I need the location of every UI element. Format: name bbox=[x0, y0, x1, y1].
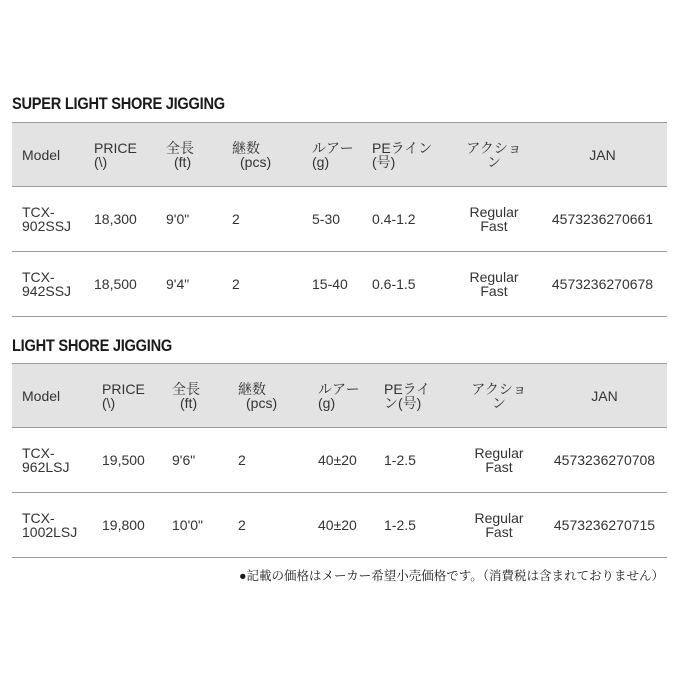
cell-price: 19,800 bbox=[102, 493, 172, 558]
table-row bbox=[12, 187, 667, 252]
section-title: LIGHT SHORE JIGGING bbox=[12, 336, 173, 355]
header-pe-line: PEライン (号) bbox=[372, 123, 450, 187]
table-row bbox=[12, 428, 667, 493]
header-price: PRICE (\) bbox=[102, 364, 172, 428]
table-row bbox=[12, 252, 667, 317]
cell-pe-line: 1-2.5 bbox=[384, 493, 456, 558]
header-price: PRICE (\) bbox=[94, 123, 166, 187]
section-title: SUPER LIGHT SHORE JIGGING bbox=[12, 94, 225, 113]
cell-pieces: 2 bbox=[238, 428, 318, 493]
header-action: アクショ ン bbox=[450, 123, 538, 187]
table-header-row bbox=[12, 123, 667, 187]
cell-jan: 4573236270715 bbox=[542, 493, 667, 558]
price-footnote: ●記載の価格はメーカー希望小売価格です。（消費税は含まれておりません） bbox=[238, 569, 664, 583]
cell-lure: 40±20 bbox=[318, 493, 384, 558]
cell-lure: 15-40 bbox=[312, 252, 372, 317]
table-header-row bbox=[12, 364, 667, 428]
table-row bbox=[12, 493, 667, 558]
cell-pe-line: 1-2.5 bbox=[384, 428, 456, 493]
spec-table bbox=[12, 122, 667, 317]
header-model: Model bbox=[12, 123, 94, 187]
header-jan: JAN bbox=[542, 364, 667, 428]
cell-model: TCX- 942SSJ bbox=[12, 252, 94, 317]
cell-length: 9'6" bbox=[172, 428, 238, 493]
header-model: Model bbox=[12, 364, 102, 428]
cell-action: Regular Fast bbox=[450, 187, 538, 252]
cell-jan: 4573236270708 bbox=[542, 428, 667, 493]
header-length: 全長 (ft) bbox=[172, 364, 238, 428]
cell-price: 19,500 bbox=[102, 428, 172, 493]
header-lure: ルアー (g) bbox=[312, 123, 372, 187]
cell-pe-line: 0.4-1.2 bbox=[372, 187, 450, 252]
cell-action: Regular Fast bbox=[456, 493, 542, 558]
cell-jan: 4573236270678 bbox=[538, 252, 667, 317]
header-length: 全長 (ft) bbox=[166, 123, 232, 187]
cell-action: Regular Fast bbox=[456, 428, 542, 493]
header-pieces: 継数 (pcs) bbox=[232, 123, 312, 187]
cell-pe-line: 0.6-1.5 bbox=[372, 252, 450, 317]
header-jan: JAN bbox=[538, 123, 667, 187]
header-pe-line: PEライ ン(号) bbox=[384, 364, 456, 428]
cell-length: 10'0" bbox=[172, 493, 238, 558]
cell-model: TCX- 1002LSJ bbox=[12, 493, 102, 558]
cell-jan: 4573236270661 bbox=[538, 187, 667, 252]
cell-length: 9'4" bbox=[166, 252, 232, 317]
cell-price: 18,300 bbox=[94, 187, 166, 252]
cell-length: 9'0" bbox=[166, 187, 232, 252]
spec-table bbox=[12, 363, 667, 558]
header-pieces: 継数 (pcs) bbox=[238, 364, 318, 428]
cell-model: TCX- 962LSJ bbox=[12, 428, 102, 493]
cell-pieces: 2 bbox=[238, 493, 318, 558]
cell-action: Regular Fast bbox=[450, 252, 538, 317]
cell-pieces: 2 bbox=[232, 252, 312, 317]
cell-price: 18,500 bbox=[94, 252, 166, 317]
cell-model: TCX- 902SSJ bbox=[12, 187, 94, 252]
cell-lure: 40±20 bbox=[318, 428, 384, 493]
header-lure: ルアー (g) bbox=[318, 364, 384, 428]
header-action: アクショ ン bbox=[456, 364, 542, 428]
cell-lure: 5-30 bbox=[312, 187, 372, 252]
cell-pieces: 2 bbox=[232, 187, 312, 252]
